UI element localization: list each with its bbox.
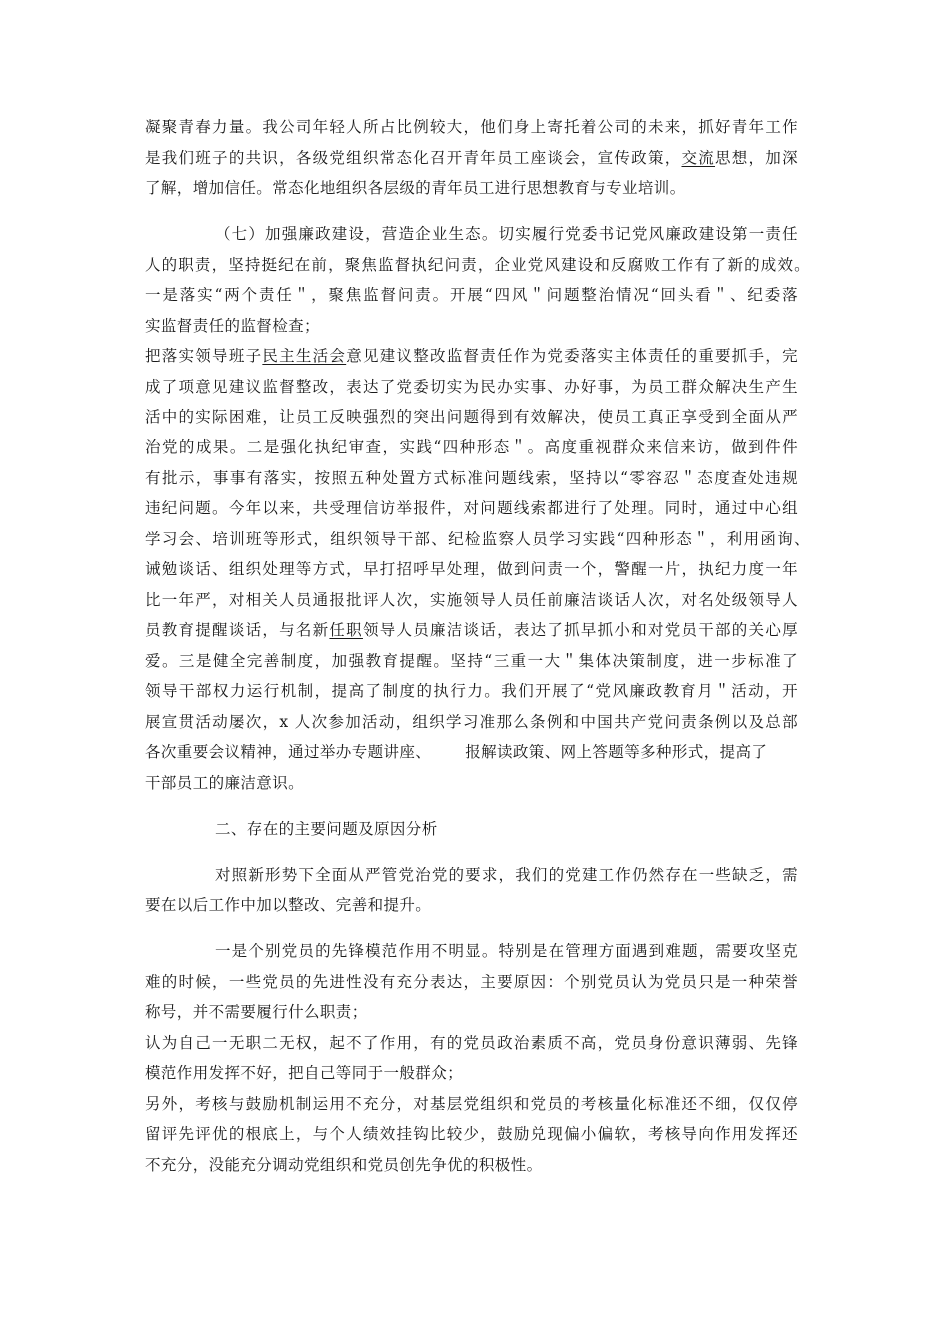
underlined-term: 民主生活会 <box>262 347 347 365</box>
paragraph-line: 不充分，没能充分调动党组织和党员创先争优的积极性。 <box>145 1156 543 1174</box>
paragraph-line: 人的职责，坚持挺纪在前，聚焦监督执纪问责，企业党风建设和反腐败工作有了新的成效。 <box>145 256 810 274</box>
paragraph-line: 展宣贯活动屡次，x 人次参加活动，组织学习准那么条例和中国共产党问责条例以及总部 <box>145 713 798 731</box>
paragraph-line: 把落实领导班子民主生活会意见建议整改监督责任作为党委落实主体责任的重要抓手，完 <box>145 347 798 365</box>
paragraph-line: 是我们班子的共识，各级党组织常态化召开青年员工座谈会，宣传政策，交流思想，加深 <box>145 149 798 167</box>
paragraph-line: 爱。三是健全完善制度，加强教育提醒。坚持“三重一大＂集体决策制度，进一步标准了 <box>145 652 798 670</box>
paragraph-line: （七）加强廉政建设，营造企业生态。切实履行党委书记党风廉政建设第一责任 <box>215 225 798 243</box>
paragraph-line: 凝聚青春力量。我公司年轻人所占比例较大，他们身上寄托着公司的未来，抓好青年工作 <box>145 118 798 136</box>
paragraph-line: 诫勉谈话、组织处理等方式，早打招呼早处理，做到问责一个，警醒一片，执纪力度一年 <box>145 560 798 578</box>
paragraph-line: 实监督责任的监督检查； <box>145 317 320 335</box>
paragraph-line: 难的时候，一些党员的先进性没有充分表达，主要原因：个别党员认为党员只是一种荣誉 <box>145 973 798 991</box>
paragraph-line: 了解，增加信任。常态化地组织各层级的青年员工进行思想教育与专业培训。 <box>145 179 686 197</box>
underlined-term: 任职 <box>329 621 363 639</box>
paragraph-line: 称号，并不需要履行什么职责； <box>145 1003 368 1021</box>
paragraph-line: 干部员工的廉洁意识。 <box>145 774 305 792</box>
section-heading: 二、存在的主要问题及原因分析 <box>215 820 438 838</box>
paragraph-line: 学习会、培训班等形式，组织领导干部、纪检监察人员学习实践“四种形态＂，利用函询、 <box>145 530 810 548</box>
paragraph-line: 对照新形势下全面从严管党治党的要求，我们的党建工作仍然存在一些缺乏，需 <box>215 866 798 884</box>
paragraph-line: 各次重要会议精神，通过举办专题讲座、 报解读政策、网上答题等多种形式，提高了 <box>145 743 768 761</box>
paragraph-line: 违纪问题。今年以来，共受理信访举报件，对问题线索都进行了处理。同时，通过中心组 <box>145 499 798 517</box>
paragraph-line: 认为自己一无职二无权，起不了作用，有的党员政治素质不高，党员身份意识薄弱、先锋 <box>145 1034 798 1052</box>
paragraph-line: 领导干部权力运行机制，提高了制度的执行力。我们开展了“党风廉政教育月＂活动，开 <box>145 682 798 700</box>
paragraph-line: 成了项意见建议监督整改，表达了党委切实为民办实事、办好事，为员工群众解决生产生 <box>145 378 798 396</box>
paragraph-line: 模范作用发挥不好，把自己等同于一般群众； <box>145 1064 464 1082</box>
paragraph-line: 比一年严，对相关人员通报批评人次，实施领导人员任前廉洁谈话人次，对名处级领导人 <box>145 591 798 609</box>
paragraph-line: 一是落实“两个责任＂，聚焦监督问责。开展“四风＂问题整治情况“回头看＂、纪委落 <box>145 286 798 304</box>
paragraph-line: 员教育提醒谈话，与名新任职领导人员廉洁谈话，表达了抓早抓小和对党员干部的关心厚 <box>145 621 798 639</box>
paragraph-line: 另外，考核与鼓励机制运用不充分，对基层党组织和党员的考核量化标准还不细，仅仅停 <box>145 1095 798 1113</box>
paragraph-line: 一是个别党员的先锋模范作用不明显。特别是在管理方面遇到难题，需要攻坚克 <box>215 942 798 960</box>
paragraph-line: 要在以后工作中加以整改、完善和提升。 <box>145 896 432 914</box>
paragraph-line: 有批示，事事有落实，按照五种处置方式标准问题线索，坚持以“零容忍＂态度查处违规 <box>145 469 798 487</box>
paragraph-line: 治党的成果。二是强化执纪审查，实践“四种形态＂。高度重视群众来信来访，做到件件 <box>145 438 798 456</box>
paragraph-line: 留评先评优的根底上，与个人绩效挂钩比较少，鼓励兑现偏小偏软，考核导向作用发挥还 <box>145 1125 798 1143</box>
underlined-term: 交流 <box>681 149 716 167</box>
paragraph-line: 活中的实际困难，让员工反映强烈的突出问题得到有效解决，使员工真正享受到全面从严 <box>145 408 798 426</box>
